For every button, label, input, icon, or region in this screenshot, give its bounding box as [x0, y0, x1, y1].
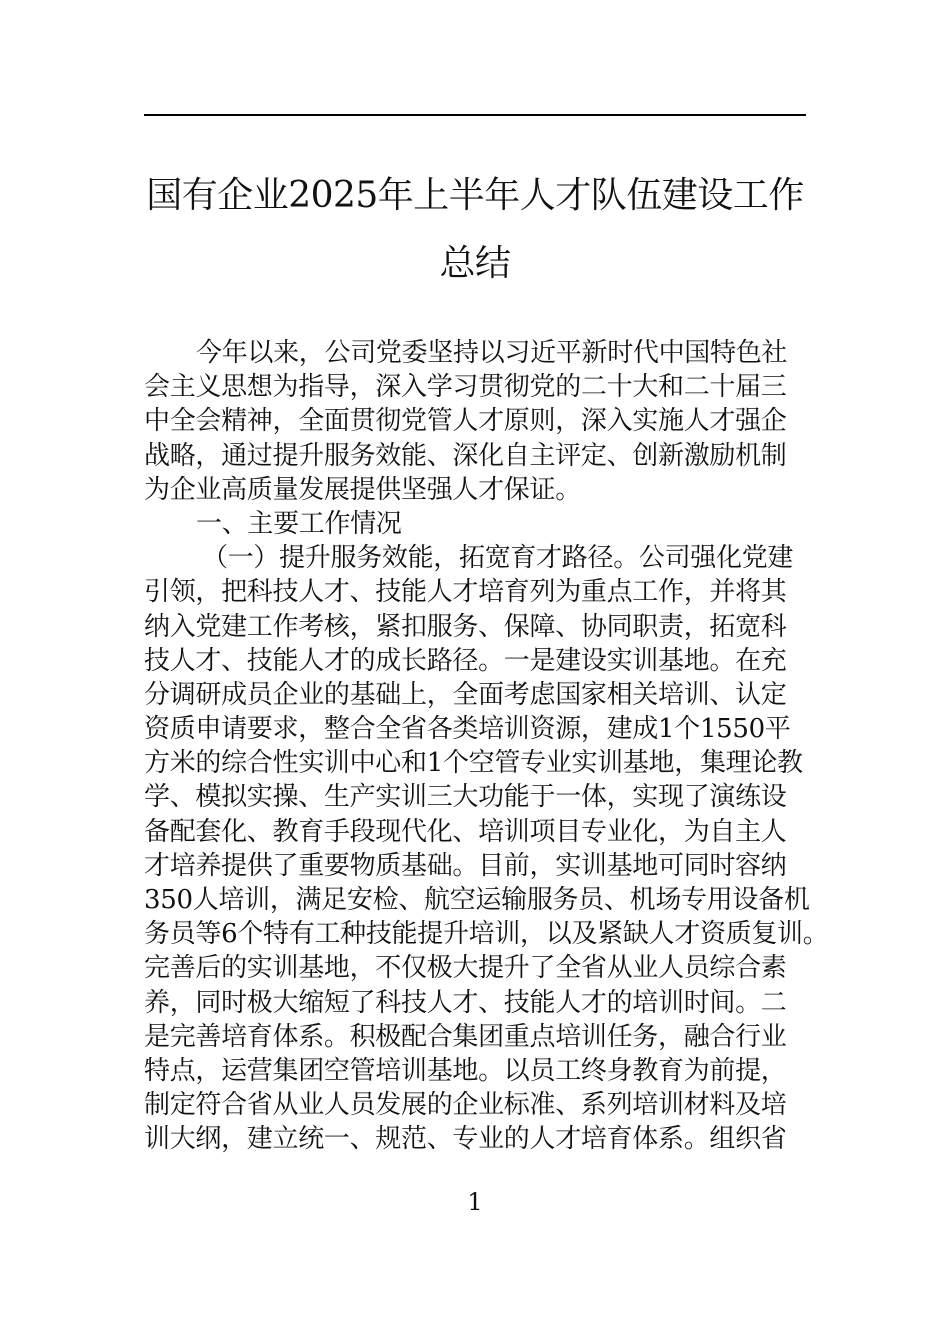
paragraph-line: 350人培训，满足安检、航空运输服务员、机场专用设备机 [144, 885, 810, 915]
paragraph-line: 完善后的实训基地，不仅极大提升了全省从业人员综合素 [144, 953, 787, 984]
title-line-2: 总结 [439, 243, 511, 284]
paragraph-line: 为企业高质量发展提供坚强人才保证。 [144, 474, 581, 505]
paragraph-line: 引领，把科技人才、技能人才培育列为重点工作，并将其 [144, 577, 787, 608]
paragraph-line: 是完善培育体系。积极配合集团重点培训任务，融合行业 [144, 1021, 787, 1052]
paragraph-line: 备配套化、教育手段现代化、培训项目专业化，为自主人 [144, 816, 787, 847]
paragraph-line: 今年以来，公司党委坚持以习近平新时代中国特色社 [196, 338, 788, 368]
paragraph-line: 训大纲，建立统一、规范、专业的人才培育体系。组织省 [144, 1124, 787, 1155]
paragraph-line: 纳入党建工作考核，紧扣服务、保障、协同职责，拓宽科 [144, 611, 787, 642]
header-rule [144, 114, 806, 116]
paragraph-line: 中全会精神，全面贯彻党管人才原则，深入实施人才强企 [144, 406, 787, 437]
paragraph-line: 技人才、技能人才的成长路径。一是建设实训基地。在充 [144, 645, 787, 676]
paragraph-line: 方米的综合性实训中心和1个空管专业实训基地，集理论教 [144, 748, 803, 779]
paragraph-line: 学、模拟实操、生产实训三大功能于一体，实现了演练设 [144, 782, 787, 813]
title-line-1: 国有企业2025年上半年人才队伍建设工作 [146, 175, 804, 216]
paragraph-line: 务员等6个特有工种技能提升培训，以及紧缺人才资质复训。 [144, 919, 829, 950]
paragraph-line: 养，同时极大缩短了科技人才、技能人才的培训时间。二 [144, 987, 787, 1018]
paragraph-line: 特点，运营集团空管培训基地。以员工终身教育为前提， [144, 1055, 787, 1086]
paragraph-line: 战略，通过提升服务效能、深化自主评定、创新激励机制 [144, 440, 787, 471]
document-title [130, 162, 820, 298]
document-body [144, 336, 829, 1157]
paragraph-line: 会主义思想为指导，深入学习贯彻党的二十大和二十届三 [144, 372, 787, 403]
subsection-heading-line: （一）提升服务效能，拓宽育才路径。公司强化党建 [202, 543, 794, 574]
paragraph-line: 制定符合省从业人员发展的企业标准、系列培训材料及培 [144, 1090, 787, 1121]
paragraph-line: 资质申请要求，整合全省各类培训资源，建成1个1550平 [144, 714, 791, 745]
section-heading: 一、主要工作情况 [196, 508, 402, 539]
paragraph-line: 才培养提供了重要物质基础。目前，实训基地可同时容纳 [144, 850, 787, 881]
paragraph-line: 分调研成员企业的基础上，全面考虑国家相关培训、认定 [144, 679, 787, 710]
page-number: 1 [467, 1188, 483, 1216]
